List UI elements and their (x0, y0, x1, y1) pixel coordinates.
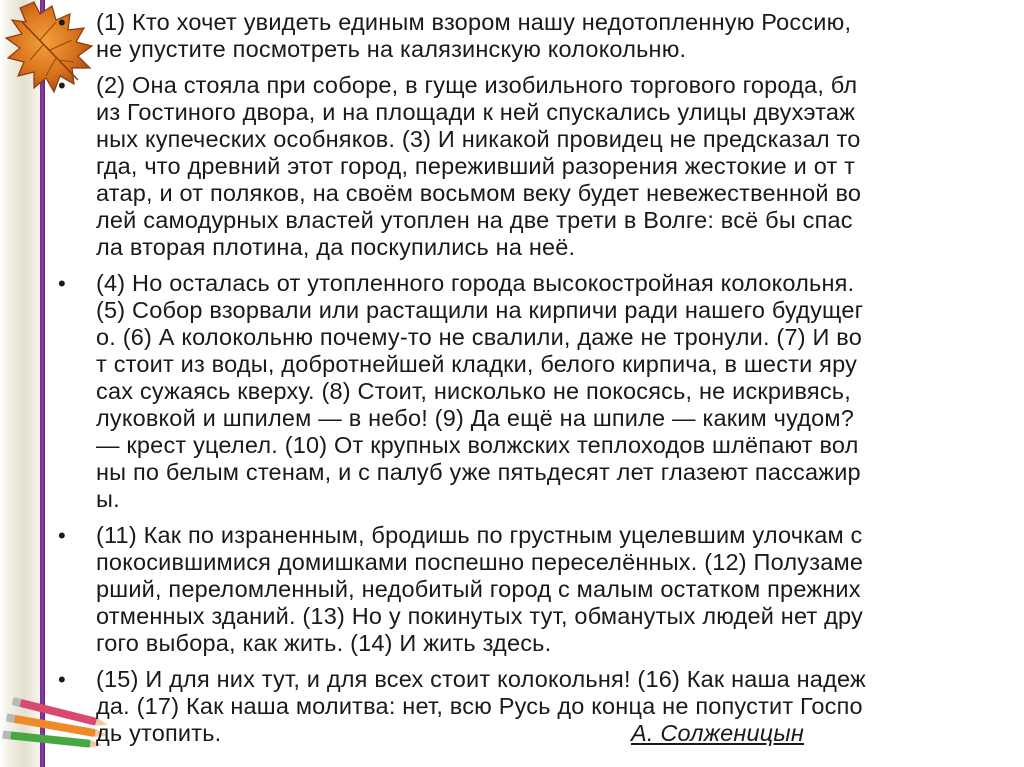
text-content (58, 9, 1020, 756)
text-line: о. (6) А колокольню почему-то не свалили, даже не тронули. (7) И во (96, 324, 862, 350)
bullet: • (58, 667, 66, 692)
bullet: • (58, 73, 66, 98)
text-line: (5) Собор взорвали или растащили на кирпичи ради нашего будущег (96, 297, 864, 323)
paragraph-3 (58, 270, 1020, 513)
text-line: покосившимися домишками поспешно переселённых. (12) Полузаме (96, 549, 864, 575)
text-line: лей самодурных властей утоплен на две трети в Волге: всё бы спас (96, 207, 853, 233)
text-line: из Гостиного двора, и на площади к ней спускались улицы двухэтаж (96, 99, 856, 125)
paragraph-5 (58, 666, 1020, 747)
author-signature: А. Солженицын (631, 720, 805, 746)
text-line: ла вторая плотина, да поскупились на неё. (96, 234, 576, 260)
bullet: • (58, 10, 66, 35)
paragraph-4 (58, 522, 1020, 657)
text-line: — крест уцелел. (10) От крупных волжских теплоходов шлёпают вол (96, 432, 859, 458)
text-line-end: дь утопить. (96, 720, 222, 746)
text-line: (15) И для них тут, и для всех стоит колокольня! (16) Как наша надеж (96, 666, 866, 692)
text-line: да. (17) Как наша молитва: нет, всю Русь до конца не попустит Госпо (96, 693, 863, 719)
text-line: (4) Но осталась от утопленного города высокостройная колокольня. (96, 270, 855, 296)
text-line: ны по белым стенам, и с палуб уже пятьдесят лет глазеют пассажир (96, 459, 861, 485)
text-line: гого выбора, как жить. (14) И жить здесь. (96, 630, 552, 656)
text-line: не упустите посмотреть на калязинскую колокольню. (96, 36, 687, 62)
paragraph-1 (58, 9, 1020, 63)
text-line: (1) Кто хочет увидеть единым взором нашу недотопленную Россию, (96, 9, 852, 35)
text-line: отменных зданий. (13) Но у покинутых тут, обманутых людей нет дру (96, 603, 864, 629)
text-line: т стоит из воды, добротнейшей кладки, белого кирпича, в шести яру (96, 351, 858, 377)
bullet: • (58, 523, 66, 548)
text-line: (11) Как по израненным, бродишь по грустным уцелевшим улочкам с (96, 522, 863, 548)
text-line: ы. (96, 486, 120, 512)
text-line: гда, что древний этот город, переживший разорения жестокие и от т (96, 153, 856, 179)
text-line: рший, переломленный, недобитый город с малым остатком прежних (96, 576, 861, 602)
text-line: ных купеческих особняков. (3) И никакой провидец не предсказал то (96, 126, 861, 152)
text-line: атар, и от поляков, на своём восьмом веку будет невежественной во (96, 180, 862, 206)
text-line: сах сужаясь кверху. (8) Стоит, нисколько не покосясь, не искривясь, (96, 378, 851, 404)
text-line: (2) Она стояла при соборе, в гуще изобильного торгового города, бл (96, 72, 858, 98)
paragraph-2 (58, 72, 1020, 261)
text-line: луковкой и шпилем — в небо! (9) Да ещё на шпиле — каким чудом? (96, 405, 855, 431)
text-line (96, 720, 1020, 747)
bullet: • (58, 271, 66, 296)
